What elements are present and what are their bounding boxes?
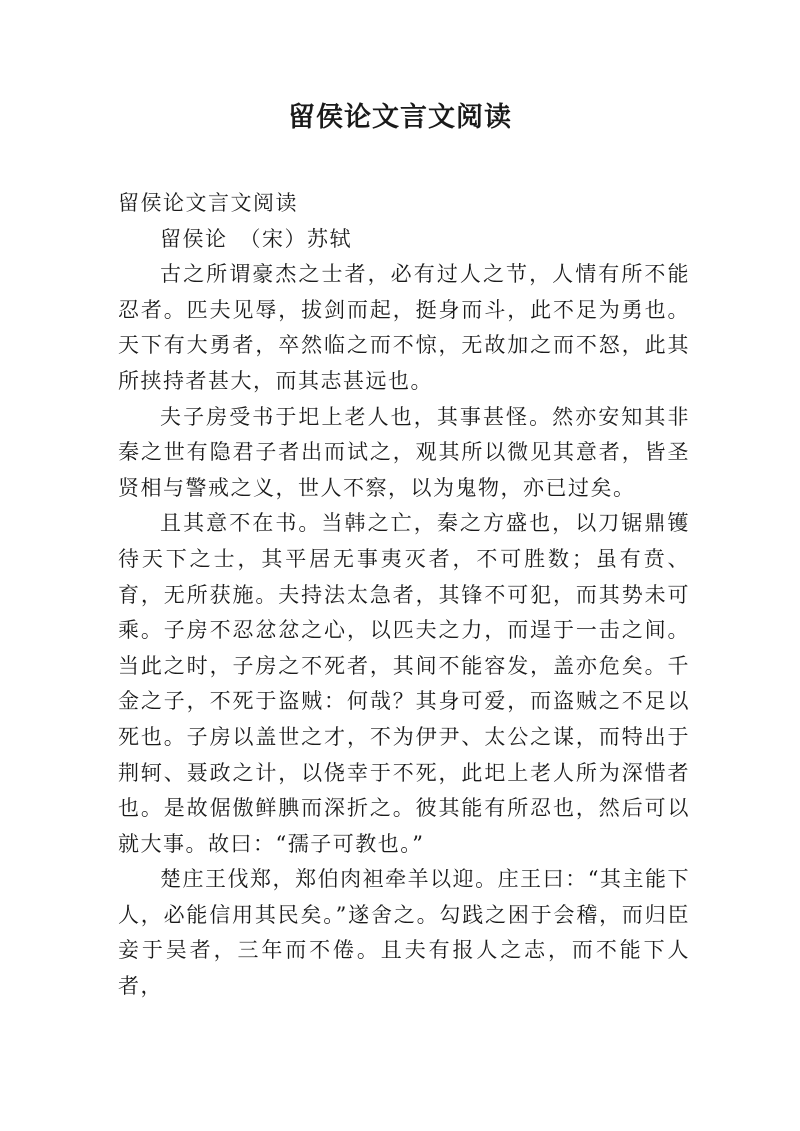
paragraph-1: 古之所谓豪杰之士者，必有过人之节，人情有所不能忍者。匹夫见辱，拔剑而起，挺身而斗，此不足为勇也。天下有大勇者，卒然临之而不惊，无故加之而不怒，此其所挟持者甚大，而其志甚远也。 — [118, 262, 690, 393]
byline: 留侯论 （宋）苏轼 — [160, 226, 352, 251]
paragraph-4: 楚庄王伐郑，郑伯肉袒牵羊以迎。庄王曰：“其主能下人，必能信用其民矣。”遂舍之。勾践之困于会稽，而归臣妾于吴者，三年而不倦。且夫有报人之志，而不能下人者， — [118, 867, 690, 999]
document-body — [118, 186, 690, 1005]
paragraph-2: 夫子房受书于圯上老人也，其事甚怪。然亦安知其非秦之世有隐君子者出而试之，观其所以微见其意者，皆圣贤相与警戒之义，世人不察，以为鬼物，亦已过矣。 — [118, 404, 690, 500]
document-subtitle: 留侯论文言文阅读 — [118, 191, 298, 215]
page-title: 留侯论文言文阅读 — [288, 102, 512, 133]
paragraph-3: 且其意不在书。当韩之亡，秦之方盛也，以刀锯鼎镬待天下之士，其平居无事夷灭者，不可胜数；虽有贲、育，无所获施。夫持法太急者，其锋不可犯，而其势未可乘。子房不忍忿忿之心，以匹夫之力，而逞于一击之间。当此之时，子房之不死者，其间不能容发，盖亦危矣。千金之子，不死于盗贼：何哉？其身可爱，而盗贼之不足以死也。子房以盖世之才，不为伊尹、太公之谋，而特出于荆轲、聂政之计，以侥幸于不死，此圯上老人所为深惜者也。是故倨傲鲜腆而深折之。彼其能有所忍也，然后可以就大事。故曰：“孺子可教也。” — [118, 511, 690, 856]
